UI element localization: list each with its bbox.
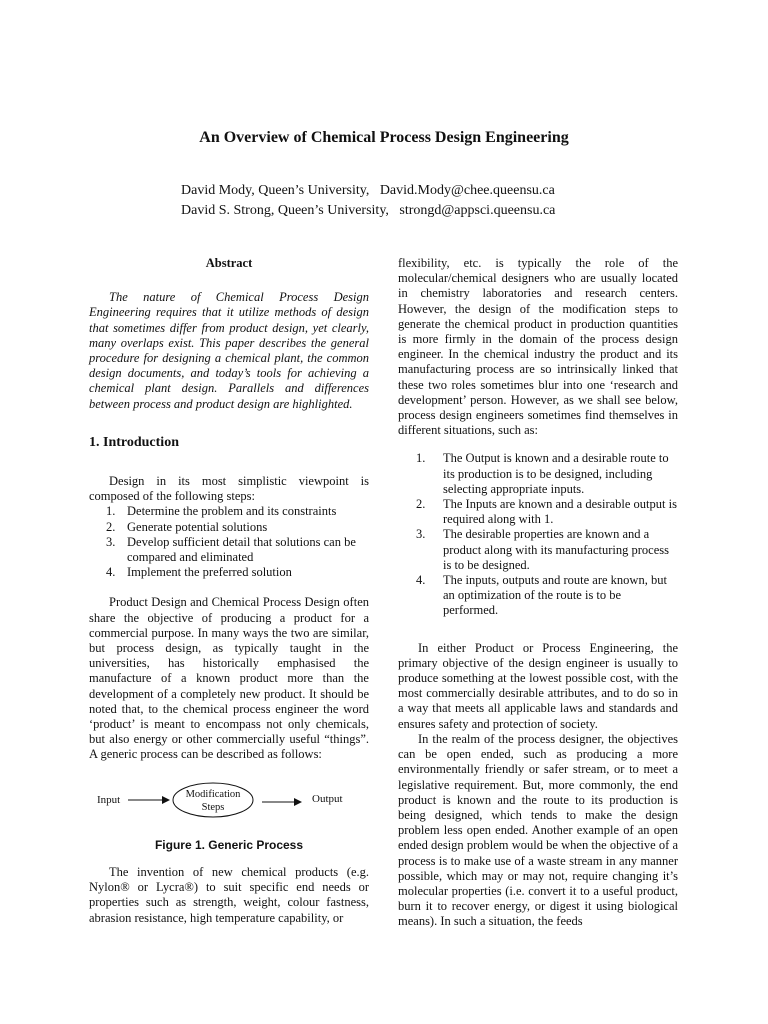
intro-paragraph-1: Design in its most simplistic viewpoint is composed of the following steps: bbox=[89, 474, 369, 504]
section-heading-introduction: 1. Introduction bbox=[89, 434, 179, 450]
generic-process-figure bbox=[89, 776, 369, 826]
node-label-line-2: Steps bbox=[201, 801, 225, 813]
list-item: 3. Develop sufficient detail that solutions can be compared and eliminated bbox=[106, 534, 356, 565]
left-column bbox=[89, 256, 369, 926]
list-item: 4. The inputs, outputs and route are known, but an optimization of the route is to be performed. bbox=[416, 573, 667, 618]
list-item: 2. The Inputs are known and a desirable output is required along with 1. bbox=[416, 497, 677, 527]
input-label: Input bbox=[97, 793, 121, 806]
list-item: 1. Determine the problem and its constraints bbox=[106, 504, 337, 519]
intro-paragraph-2: Product Design and Chemical Process Design often share the objective of producing a product for a commercial purpose. In many ways the two are similar, but process design, as typically taught in the universities, has historically emphasised the manufacture of a known product more than the development of a completely new product. It should be noted that, to the chemical process engineer the word ‘product’ is meant to encompass not only chemicals, but also energy or other commercially useful “things”. A generic process can be described as follows: bbox=[89, 595, 369, 762]
list-item: 1. The Output is known and a desirable route to its production is to be designed, including selecting appropriate inputs. bbox=[416, 451, 669, 496]
node-label-line-1: Modification bbox=[185, 788, 241, 800]
design-steps-list bbox=[89, 504, 369, 580]
paper-title: An Overview of Chemical Process Design Engineering bbox=[199, 129, 569, 146]
figure-caption: Figure 1. Generic Process bbox=[154, 837, 304, 852]
output-label: Output bbox=[312, 792, 343, 805]
abstract-heading: Abstract bbox=[205, 256, 253, 270]
right-paragraph-3: In the realm of the process designer, the objectives can be open ended, such as producing a more environmentally friendly or safer stream, or to meet a legislative requirement. But, more commonly, the end product is known and the route to its production is being designed, which tends to make the design problem less open ended. Another example of an open ended design problem would be when the objective of a process is to make use of a waste stream in any manner possible, which may or may not, require changing it’s molecular properties (i.e. convert it to a useful product, burn it to recover energy, or digest it using biological means). In such a situation, the feeds bbox=[398, 731, 678, 929]
list-item: 3. The desirable properties are known and a product along with its manufacturing process is to be designed. bbox=[416, 527, 669, 572]
author-line-2: David S. Strong, Queen’s University, strongd@appsci.queensu.ca bbox=[181, 203, 556, 218]
situations-list bbox=[398, 451, 678, 618]
right-column bbox=[398, 256, 678, 930]
list-item: 4. Implement the preferred solution bbox=[106, 565, 292, 580]
author-line-1: David Mody, Queen’s University, David.Mody@chee.queensu.ca bbox=[181, 183, 555, 198]
intro-paragraph-3: The invention of new chemical products (e.g. Nylon® or Lycra®) to suit specific end needs or properties such as strength, weight, colour fastness, abrasion resistance, high temperature capability, or bbox=[89, 864, 369, 925]
author-block bbox=[181, 181, 555, 221]
list-item: 2. Generate potential solutions bbox=[106, 519, 268, 534]
right-paragraph-2: In either Product or Process Engineering, the primary objective of the design engineer is usually to produce something at the lowest possible cost, with the most commercially desirable attributes, and to do so in a way that meets all applicable laws and standards and ensures safety and protection of society. bbox=[398, 640, 678, 731]
abstract-text: The nature of Chemical Process Design Engineering requires that it utilize methods of design that sometimes differ from product design, yet clearly, many overlaps exist. This paper describes the general procedure for designing a chemical plant, the common design documents, and today’s tools for achieving a chemical plant design. Parallels and differences between process and product design are highlighted. bbox=[89, 290, 369, 411]
process-diagram bbox=[89, 776, 369, 826]
right-paragraph-1: flexibility, etc. is typically the role of the molecular/chemical designers who are usually located in chemistry laboratories and research centers. However, the design of the modification steps to generate the chemical product in production quantities is more firmly in the domain of the process design engineer. In the chemical industry the product and its manufacturing process are so intrinsically linked that these two roles sometimes blur into one ‘research and development’ person. However, as we shall see below, process design engineers sometimes find themselves in different situations, such as: bbox=[398, 256, 678, 438]
